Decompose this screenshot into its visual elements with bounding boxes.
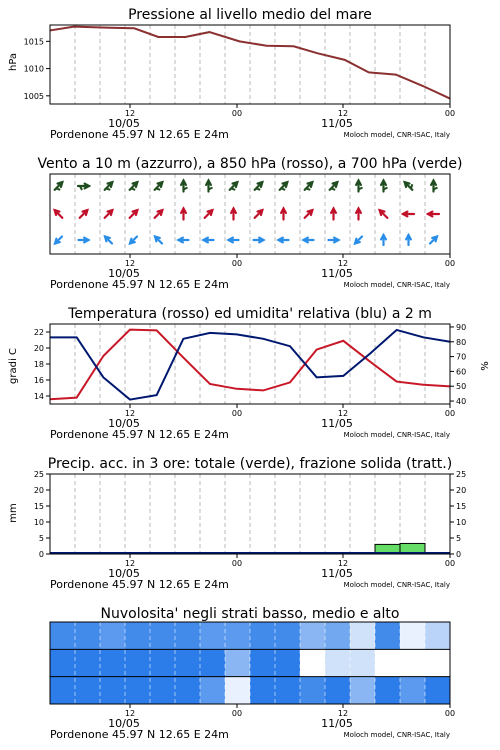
location-label: Pordenone 45.97 N 12.65 E 24m [50, 728, 229, 741]
time-tick-label: 12 [124, 409, 136, 418]
wind-arrow-10-m [55, 237, 62, 244]
date-label: 11/05 [321, 567, 353, 580]
y-tick-label-right: 80 [456, 337, 467, 347]
wind-arrow-700-hPa [78, 184, 89, 190]
credit-label: Moloch model, CNR-ISAC, Italy [343, 581, 450, 589]
wind-barb [411, 184, 412, 188]
time-tick-label: 12 [124, 709, 136, 718]
cloud-cell-basso [275, 677, 301, 704]
time-tick-label: 00 [231, 559, 243, 568]
time-tick-label: 00 [444, 559, 456, 568]
wind-arrow-700-hPa [356, 181, 362, 192]
wind-arrow-850-hPa [130, 210, 138, 218]
date-label: 11/05 [321, 417, 353, 430]
cloud-cell-alto [150, 622, 176, 649]
date-label: 11/05 [321, 717, 353, 730]
cloud-cell-basso [325, 677, 351, 704]
cloud-cell-medio [125, 649, 151, 676]
cloud-cell-basso [75, 677, 101, 704]
wind-barb [106, 188, 110, 189]
cloud-cell-medio [225, 649, 251, 676]
wind-arrow-700-hPa [105, 182, 113, 190]
wind-arrow-850-hPa [155, 210, 163, 218]
wind-arrow-850-hPa [255, 210, 263, 218]
y-tick-label-right: 10 [456, 518, 467, 527]
cloud-cell-alto [75, 622, 101, 649]
cloud-cell-alto [125, 622, 151, 649]
wind-arrow-10-m [406, 235, 411, 245]
wind-arrow-700-hPa [431, 181, 437, 192]
time-tick-label: 00 [444, 109, 456, 118]
cloud-cell-basso [150, 677, 176, 704]
wind-arrow-10-m [79, 238, 89, 243]
wind-arrow-850-hPa [205, 210, 213, 218]
time-tick-label: 12 [337, 409, 349, 418]
y-tick-label-right: 5 [456, 534, 462, 543]
precip-ylabel: mm [8, 503, 19, 523]
y-tick-label-right: 70 [456, 352, 467, 362]
time-tick-label: 12 [124, 559, 136, 568]
wind-barb [156, 188, 160, 189]
time-tick-label: 12 [337, 259, 349, 268]
cloud-cell-basso [350, 677, 376, 704]
time-tick-label: 12 [337, 709, 349, 718]
wind-arrow-850-hPa [403, 212, 414, 217]
y-tick-label: 14 [33, 392, 44, 401]
y-tick-label: 1010 [23, 64, 44, 74]
cloud-cell-basso [100, 677, 126, 704]
wind-arrow-700-hPa [130, 182, 138, 190]
cloud-cell-alto [225, 622, 251, 649]
wind-arrow-850-hPa [281, 209, 286, 220]
y-tick-label-right: 25 [456, 470, 467, 479]
location-label: Pordenone 45.97 N 12.65 E 24m [50, 428, 229, 441]
wind-arrow-700-hPa [181, 181, 187, 192]
y-tick-label-right: 60 [456, 367, 467, 377]
wind-arrow-10-m [105, 237, 112, 244]
location-label: Pordenone 45.97 N 12.65 E 24m [50, 578, 229, 591]
cloud-title: Nuvolosita' negli strati basso, medio e alto [100, 606, 400, 622]
time-tick-label: 00 [231, 109, 243, 118]
wind-arrow-700-hPa [405, 182, 413, 190]
cloud-cell-alto [250, 622, 276, 649]
wind-arrow-10-m [430, 237, 437, 244]
wind-title: Vento a 10 m (azzurro), a 850 hPa (rosso), a 700 hPa (verde) [37, 156, 463, 172]
cloud-cell-alto [325, 622, 351, 649]
date-label: 10/05 [108, 567, 140, 580]
pressure-ylabel: hPa [8, 52, 19, 72]
cloud-cell-alto [50, 622, 76, 649]
time-tick-label: 00 [231, 409, 243, 418]
wind-arrow-10-m [279, 238, 289, 243]
cloud-cell-alto [200, 622, 226, 649]
time-tick-label: 12 [337, 109, 349, 118]
cloud-cell-medio [100, 649, 126, 676]
y-tick-label: 25 [33, 470, 44, 479]
cloud-cell-medio [275, 649, 301, 676]
y-tick-label: 1005 [23, 91, 44, 101]
cloud-cell-medio [200, 649, 226, 676]
wind-arrow-850-hPa [80, 210, 88, 218]
wind-barb [231, 188, 235, 189]
cloud-cell-basso [250, 677, 276, 704]
date-label: 10/05 [108, 417, 140, 430]
wind-arrow-850-hPa [181, 209, 186, 220]
precip-title: Precip. acc. in 3 ore: totale (verde), frazione solida (tratt.) [47, 456, 453, 472]
wind-arrow-10-m [355, 237, 362, 244]
wind-barb [56, 188, 60, 189]
time-tick-label: 00 [444, 709, 456, 718]
wind-barb [281, 188, 285, 189]
date-label: 11/05 [321, 117, 353, 130]
y-tick-label: 16 [33, 376, 44, 385]
wind-arrow-850-hPa [356, 209, 361, 220]
temp-ylabel: gradi C [8, 348, 19, 384]
y-tick-label-right: 90 [456, 322, 467, 332]
credit-label: Moloch model, CNR-ISAC, Italy [343, 431, 450, 439]
y-tick-label: 0 [38, 550, 44, 559]
y-tick-label: 15 [33, 502, 44, 511]
location-label: Pordenone 45.97 N 12.65 E 24m [50, 128, 229, 141]
credit-label: Moloch model, CNR-ISAC, Italy [343, 131, 450, 139]
date-label: 10/05 [108, 117, 140, 130]
wind-arrow-10-m [329, 238, 339, 243]
cloud-cell-medio [175, 649, 201, 676]
pressure-title: Pressione al livello medio del mare [128, 7, 372, 23]
y-tick-label: 20 [33, 344, 44, 353]
wind-arrow-10-m [254, 238, 264, 243]
wind-arrow-700-hPa [55, 182, 63, 190]
wind-barb [331, 188, 335, 189]
cloud-cell-alto [175, 622, 201, 649]
cloud-cell-alto [300, 622, 326, 649]
cloud-cell-alto [425, 622, 451, 649]
wind-arrow-700-hPa [280, 182, 288, 190]
cloud-cell-basso [375, 677, 401, 704]
cloud-cell-basso [50, 677, 76, 704]
y-tick-label-right: 50 [456, 382, 467, 392]
y-tick-label: 18 [33, 360, 44, 369]
y-tick-label: 1015 [23, 37, 44, 47]
date-label: 10/05 [108, 267, 140, 280]
y-tick-label-right: 0 [456, 550, 462, 559]
cloud-cell-medio [300, 649, 326, 676]
cloud-cell-alto [375, 622, 401, 649]
cloud-cell-medio [50, 649, 76, 676]
time-tick-label: 00 [231, 259, 243, 268]
time-tick-label: 12 [124, 109, 136, 118]
temp-ylabel-right: % [480, 361, 491, 371]
wind-arrow-700-hPa [330, 182, 338, 190]
wind-arrow-700-hPa [305, 182, 313, 190]
cloud-cell-medio [425, 649, 451, 676]
wind-arrow-10-m [204, 238, 214, 243]
cloud-cell-basso [175, 677, 201, 704]
time-tick-label: 00 [444, 259, 456, 268]
cloud-cell-basso [300, 677, 326, 704]
wind-arrow-700-hPa [206, 181, 212, 192]
panel-frame-0 [50, 25, 450, 104]
date-label: 11/05 [321, 267, 353, 280]
cloud-cell-alto [350, 622, 376, 649]
cloud-cell-medio [250, 649, 276, 676]
wind-arrow-850-hPa [105, 210, 113, 218]
wind-barb [306, 188, 310, 189]
panel-frame-3 [50, 474, 450, 554]
wind-arrow-10-m [130, 237, 137, 244]
wind-arrow-10-m [229, 238, 239, 243]
cloud-cell-basso [125, 677, 151, 704]
wind-arrow-700-hPa [381, 181, 387, 192]
wind-barb [256, 188, 260, 189]
cloud-cell-alto [400, 622, 426, 649]
cloud-cell-medio [400, 649, 426, 676]
cloud-cell-medio [325, 649, 351, 676]
cloud-cell-basso [225, 677, 251, 704]
cloud-cell-alto [275, 622, 301, 649]
wind-arrow-10-m [155, 237, 162, 244]
wind-arrow-10-m [381, 235, 386, 245]
y-tick-label: 22 [33, 328, 44, 337]
wind-arrow-850-hPa [380, 210, 388, 218]
cloud-cell-medio [350, 649, 376, 676]
wind-arrow-10-m [179, 238, 189, 243]
wind-arrow-700-hPa [230, 182, 238, 190]
cloud-cell-basso [400, 677, 426, 704]
time-tick-label: 00 [231, 709, 243, 718]
wind-arrow-850-hPa [428, 212, 439, 217]
wind-arrow-850-hPa [305, 210, 313, 218]
y-tick-label: 5 [38, 534, 44, 543]
y-tick-label-right: 20 [456, 486, 467, 495]
cloud-cell-alto [100, 622, 126, 649]
credit-label: Moloch model, CNR-ISAC, Italy [343, 281, 450, 289]
time-tick-label: 12 [124, 259, 136, 268]
cloud-cell-medio [75, 649, 101, 676]
time-tick-label: 12 [337, 559, 349, 568]
y-tick-label: 20 [33, 486, 44, 495]
date-label: 10/05 [108, 717, 140, 730]
location-label: Pordenone 45.97 N 12.65 E 24m [50, 278, 229, 291]
y-tick-label: 10 [33, 518, 44, 527]
temp-title: Temperatura (rosso) ed umidita' relativa (blu) a 2 m [68, 306, 432, 322]
wind-arrow-700-hPa [155, 182, 163, 190]
cloud-cell-basso [200, 677, 226, 704]
credit-label: Moloch model, CNR-ISAC, Italy [343, 731, 450, 739]
y-tick-label-right: 40 [456, 397, 467, 407]
wind-arrow-700-hPa [255, 182, 263, 190]
wind-arrow-850-hPa [331, 209, 336, 220]
wind-arrow-850-hPa [55, 210, 63, 218]
cloud-cell-medio [375, 649, 401, 676]
cloud-cell-basso [425, 677, 451, 704]
time-tick-label: 00 [444, 409, 456, 418]
y-tick-label-right: 15 [456, 502, 467, 511]
wind-arrow-850-hPa [231, 209, 236, 220]
cloud-cell-medio [150, 649, 176, 676]
wind-arrow-10-m [304, 238, 314, 243]
wind-barb [131, 188, 135, 189]
